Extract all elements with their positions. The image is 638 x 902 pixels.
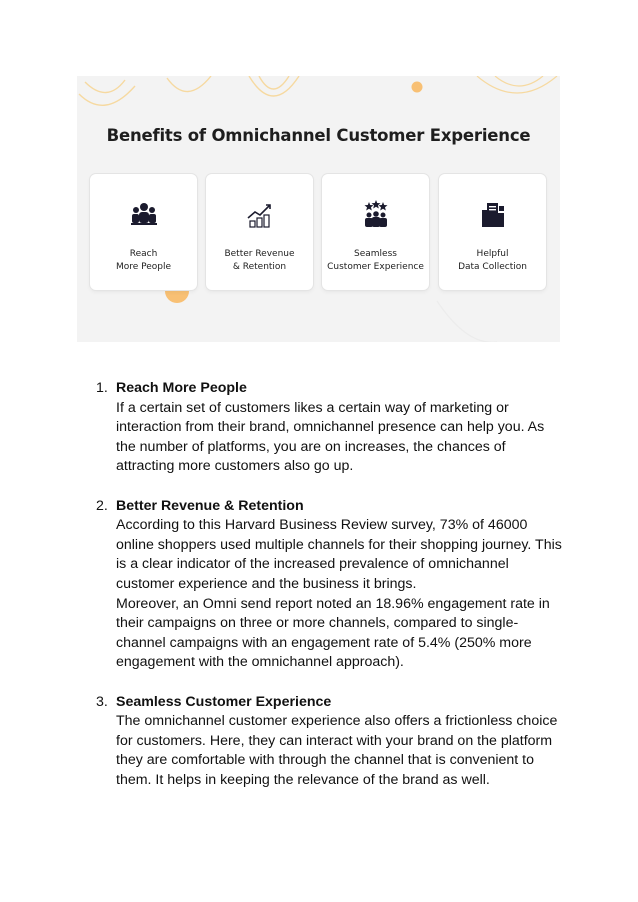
item-number: 1. <box>96 380 108 396</box>
item-paragraph: Moreover, an Omni send report noted an 18.96% engagement rate in their campaigns on three or more channels, compared to single-channel campaigns with an engagement rate of 5.4% (250% more engagement with the omnichannel approach). <box>116 595 550 671</box>
item-heading: Better Revenue & Retention <box>116 497 304 514</box>
item-heading: Seamless Customer Experience <box>116 693 332 710</box>
card-label: Better Revenue & Retention <box>224 249 295 272</box>
revenue-growth-icon <box>206 200 313 232</box>
data-folder-icon <box>439 200 546 232</box>
benefit-card-reach <box>90 174 197 290</box>
item-number: 3. <box>96 693 108 710</box>
benefit-card-data <box>439 174 546 290</box>
benefits-infographic <box>77 76 560 342</box>
item-paragraph: If a certain set of customers likes a certain way of marketing or interaction from their brand, omnichannel presence can help you. As the number of platforms, you are on increases, the chances of attracting more customers also go up. <box>116 399 545 475</box>
list-item <box>96 379 566 477</box>
card-label: Seamless Customer Experience <box>327 249 424 272</box>
benefit-card-revenue <box>206 174 313 290</box>
item-number: 2. <box>96 497 108 514</box>
item-paragraph: According to this Harvard Business Review survey, 73% of 46000 online shoppers used multiple channels for their shopping journey. This is a clear indicator of the increased prevalence of omnichannel customer experience and the business it brings. <box>116 517 562 592</box>
card-label: Reach More People <box>115 249 172 272</box>
item-heading: Reach More People <box>116 380 247 396</box>
benefit-card-seamless <box>322 174 429 290</box>
card-label: Helpful Data Collection <box>458 249 527 272</box>
people-group-icon <box>90 200 197 232</box>
starred-team-icon <box>322 200 429 232</box>
benefits-list <box>96 379 566 810</box>
item-paragraph: The omnichannel customer experience also offers a frictionless choice for customers. Here, they can interact with your brand on the platform they are comfortable with through the channel that is convenient to them. It helps in keeping the relevance of the brand as well. <box>116 713 558 788</box>
infographic-title: Benefits of Omnichannel Customer Experience <box>106 126 531 145</box>
list-item <box>96 693 566 791</box>
list-item <box>96 497 566 673</box>
